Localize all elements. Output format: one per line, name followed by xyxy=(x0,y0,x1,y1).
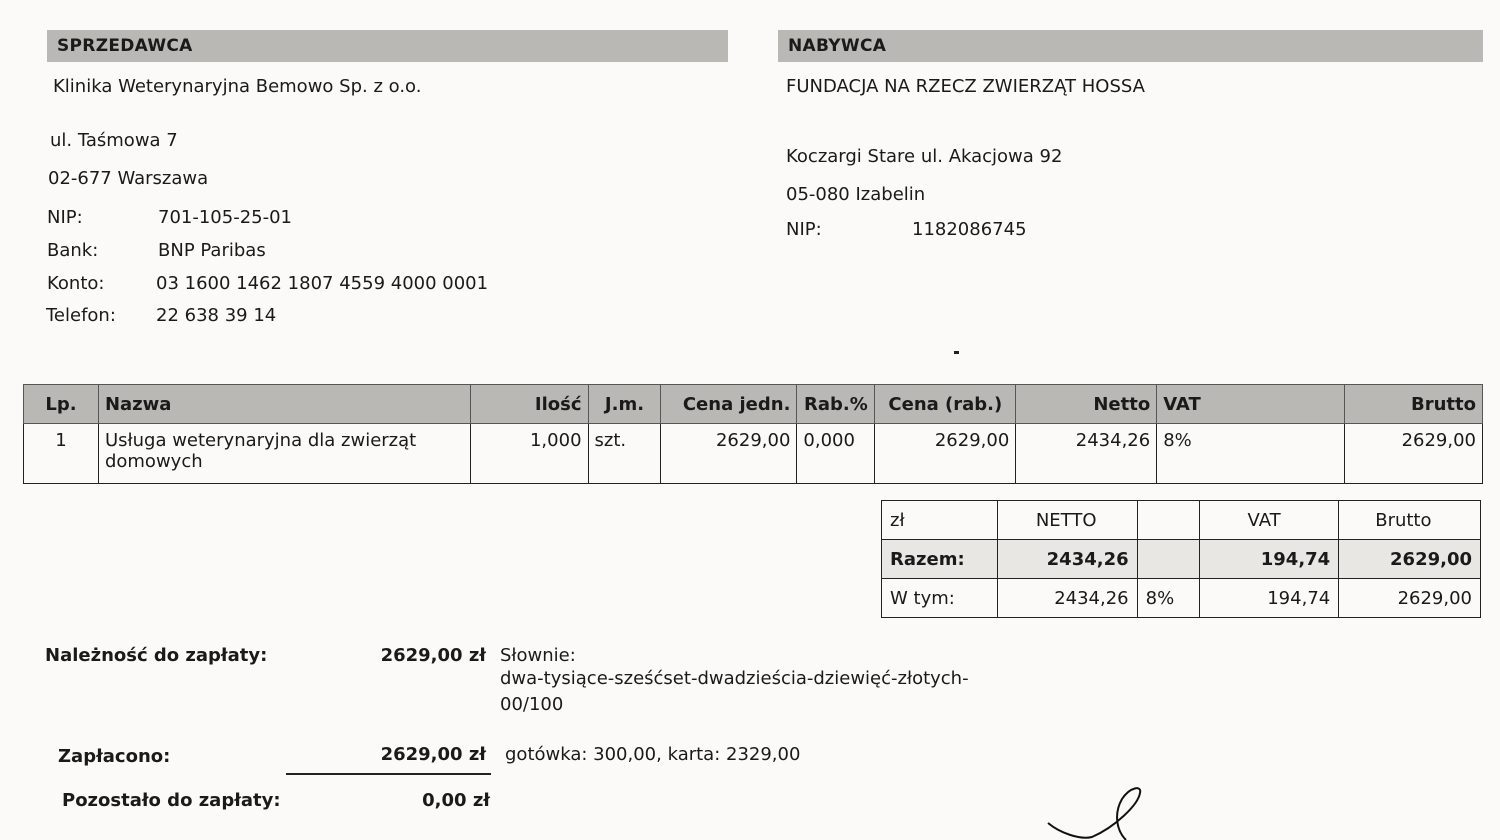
summary-incl-gross: 2629,00 xyxy=(1339,579,1481,618)
buyer-city: 05-080 Izabelin xyxy=(786,184,926,205)
summary-incl-row xyxy=(882,579,1481,618)
col-net: Netto xyxy=(1016,385,1157,424)
col-vat: VAT xyxy=(1157,385,1345,424)
col-discount: Rab.% xyxy=(797,385,875,424)
item-net: 2434,26 xyxy=(1016,424,1157,484)
summary-total-label: Razem: xyxy=(882,540,998,579)
col-name: Nazwa xyxy=(98,385,470,424)
item-discount: 0,000 xyxy=(797,424,875,484)
words-line2: 00/100 xyxy=(500,694,564,715)
item-unit: szt. xyxy=(588,424,661,484)
paid-detail: gotówka: 300,00, karta: 2329,00 xyxy=(505,744,801,765)
paid-amount: 2629,00 zł xyxy=(380,744,486,765)
col-qty: Ilość xyxy=(470,385,588,424)
summary-incl-vat: 194,74 xyxy=(1199,579,1339,618)
item-qty: 1,000 xyxy=(470,424,588,484)
seller-account: 03 1600 1462 1807 4559 4000 0001 xyxy=(156,273,489,294)
col-price-after-discount: Cena (rab.) xyxy=(875,385,1016,424)
summary-incl-net: 2434,26 xyxy=(997,579,1137,618)
seller-nip-label: NIP: xyxy=(47,207,83,228)
remaining-label: Pozostało do zapłaty: xyxy=(62,790,281,811)
items-header-row xyxy=(24,385,1483,424)
due-amount: 2629,00 zł xyxy=(380,645,486,666)
col-unit-price: Cena jedn. xyxy=(661,385,797,424)
item-name xyxy=(98,424,470,484)
buyer-nip-label: NIP: xyxy=(786,219,822,240)
summary-incl-rate: 8% xyxy=(1137,579,1199,618)
summary-total-empty xyxy=(1137,540,1199,579)
item-vat: 8% xyxy=(1157,424,1345,484)
stray-mark xyxy=(954,351,959,354)
seller-header: SPRZEDAWCA xyxy=(47,30,728,62)
signature-icon xyxy=(1030,785,1160,840)
summary-currency: zł xyxy=(882,501,998,540)
words-label: Słownie: xyxy=(500,645,576,666)
seller-bank: BNP Paribas xyxy=(158,240,266,261)
summary-net-header: NETTO xyxy=(997,501,1137,540)
seller-account-label: Konto: xyxy=(47,273,105,294)
paid-label: Zapłacono: xyxy=(58,746,171,767)
due-label: Należność do zapłaty: xyxy=(45,645,268,666)
buyer-header: NABYWCA xyxy=(778,30,1483,62)
seller-bank-label: Bank: xyxy=(47,240,99,261)
seller-street: ul. Taśmowa 7 xyxy=(50,130,178,151)
summary-vat-header: VAT xyxy=(1199,501,1339,540)
seller-city: 02-677 Warszawa xyxy=(48,168,209,189)
summary-empty-cell xyxy=(1137,501,1199,540)
seller-phone: 22 638 39 14 xyxy=(156,305,277,326)
item-name-line2: domowych xyxy=(104,451,203,472)
item-name-line1: Usługa weterynaryjna dla zwierząt xyxy=(104,430,417,451)
seller-name: Klinika Weterynaryjna Bemowo Sp. z o.o. xyxy=(53,76,422,97)
col-lp: Lp. xyxy=(24,385,99,424)
summary-incl-label: W tym: xyxy=(882,579,998,618)
summary-table xyxy=(881,500,1481,618)
words-line1: dwa-tysiące-sześćset-dwadzieścia-dziewięć-złotych- xyxy=(500,668,969,689)
item-gross: 2629,00 xyxy=(1345,424,1483,484)
summary-total-gross: 2629,00 xyxy=(1339,540,1481,579)
items-table xyxy=(23,384,1483,484)
summary-total-vat: 194,74 xyxy=(1199,540,1339,579)
col-unit: J.m. xyxy=(588,385,661,424)
summary-total-net: 2434,26 xyxy=(997,540,1137,579)
paid-divider xyxy=(286,773,491,775)
item-unit-price: 2629,00 xyxy=(661,424,797,484)
item-lp: 1 xyxy=(24,424,99,484)
remaining-amount: 0,00 zł xyxy=(422,790,490,811)
item-price-after-discount: 2629,00 xyxy=(875,424,1016,484)
table-row xyxy=(24,424,1483,484)
seller-nip: 701-105-25-01 xyxy=(158,207,293,228)
buyer-name: FUNDACJA NA RZECZ ZWIERZĄT HOSSA xyxy=(786,76,1145,97)
buyer-nip: 1182086745 xyxy=(912,219,1027,240)
col-gross: Brutto xyxy=(1345,385,1483,424)
buyer-street: Koczargi Stare ul. Akacjowa 92 xyxy=(786,146,1063,167)
summary-gross-header: Brutto xyxy=(1339,501,1481,540)
seller-phone-label: Telefon: xyxy=(46,305,116,326)
summary-total-row xyxy=(882,540,1481,579)
summary-header-row xyxy=(882,501,1481,540)
